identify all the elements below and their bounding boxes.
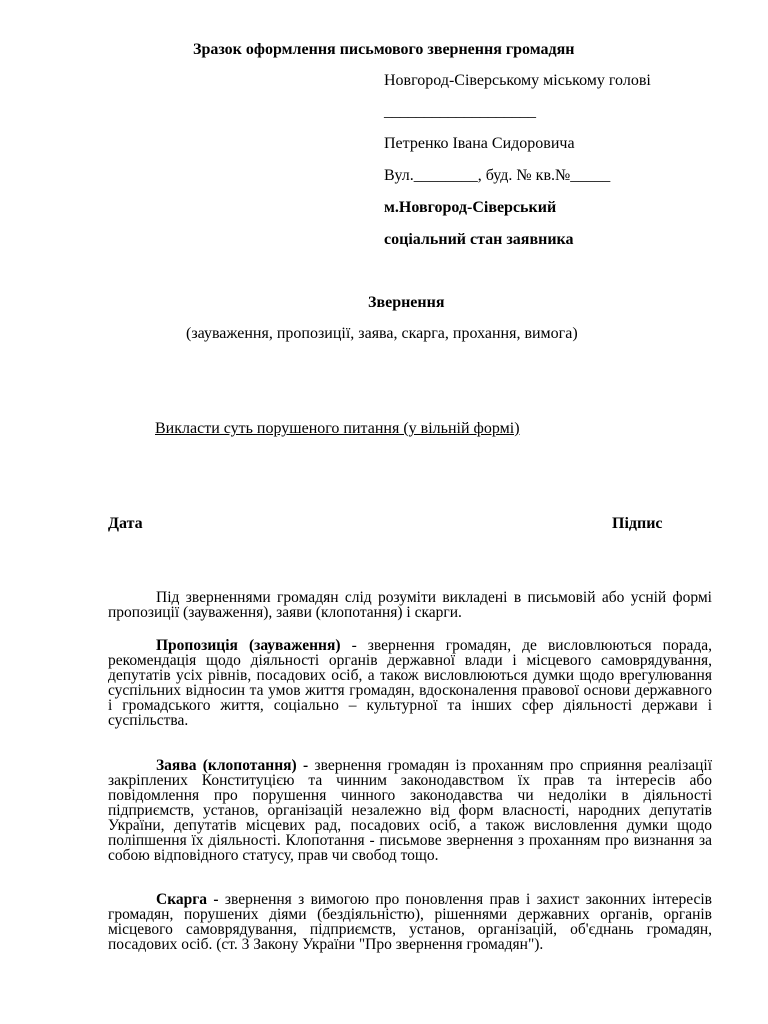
appeal-types: (зауваження, пропозиції, заява, скарга, прохання, вимога)	[186, 325, 578, 342]
appeal-heading: Звернення	[368, 294, 445, 311]
definition-complaint: Скарга - звернення з вимогою про поновлення прав і захист законних інтересів громадян, порушених діями (бездіяльністю), рішеннями державних органів, органів місцевого самоврядування, підприємств, установ, організацій, об'єднань громадян, посадових осіб. (ст. 3 Закону України "Про звернення громадян").	[108, 891, 712, 953]
document-title: Зразок оформлення письмового звернення громадян	[193, 41, 575, 58]
applicant-address: Вул.________, буд. № кв.№_____	[384, 167, 611, 184]
applicant-city: м.Новгород-Сіверський	[384, 199, 557, 216]
addressee-blank-line: ___________________	[384, 103, 536, 120]
signature-label: Підпис	[612, 515, 663, 532]
application-term: Заява (клопотання)	[156, 757, 297, 774]
definition-proposal: Пропозиція (зауваження) - звернення громадян, де висловлюються порада, рекомендація щодо діяльності органів державної влади і місцевого самоврядування, депутатів усіх рівнів, посадових осіб, а також висловлюються думки щодо врегулювання суспільних відносин та умов життя громадян, вдосконалення правової основи державного і громадського життя, соціально – культурної та інших сфер діяльності держави і суспільства.	[108, 637, 712, 729]
proposal-term: Пропозиція (зауваження)	[156, 637, 341, 654]
addressee-recipient: Новгород-Сіверському міському голові	[384, 72, 651, 89]
applicant-name: Петренко Івана Сидоровича	[384, 135, 575, 152]
definitions-intro: Під зверненнями громадян слід розуміти викладені в письмовій або усній формі пропозиції (зауваження), заяви (клопотання) і скарги.	[108, 589, 712, 621]
applicant-social-status: соціальний стан заявника	[384, 231, 574, 248]
complaint-term: Скарга -	[156, 891, 219, 908]
appeal-instruction: Викласти суть порушеного питання (у вільній формі)	[155, 420, 520, 437]
definition-application: Заява (клопотання) - звернення громадян із проханням про сприяння реалізації закріплених Конституцією та чинним законодавством їх прав та інтересів або повідомлення про порушення чинного законодавства чи недоліки в діяльності підприємств, установ, організацій незалежно від форм власності, народних депутатів України, депутатів місцевих рад, посадових осіб, а також висловлення думки щодо поліпшення їх діяльності. Клопотання - письмове звернення з проханням про визнання за собою відповідного статусу, прав чи свобод тощо.	[108, 757, 712, 864]
date-label: Дата	[108, 515, 143, 532]
